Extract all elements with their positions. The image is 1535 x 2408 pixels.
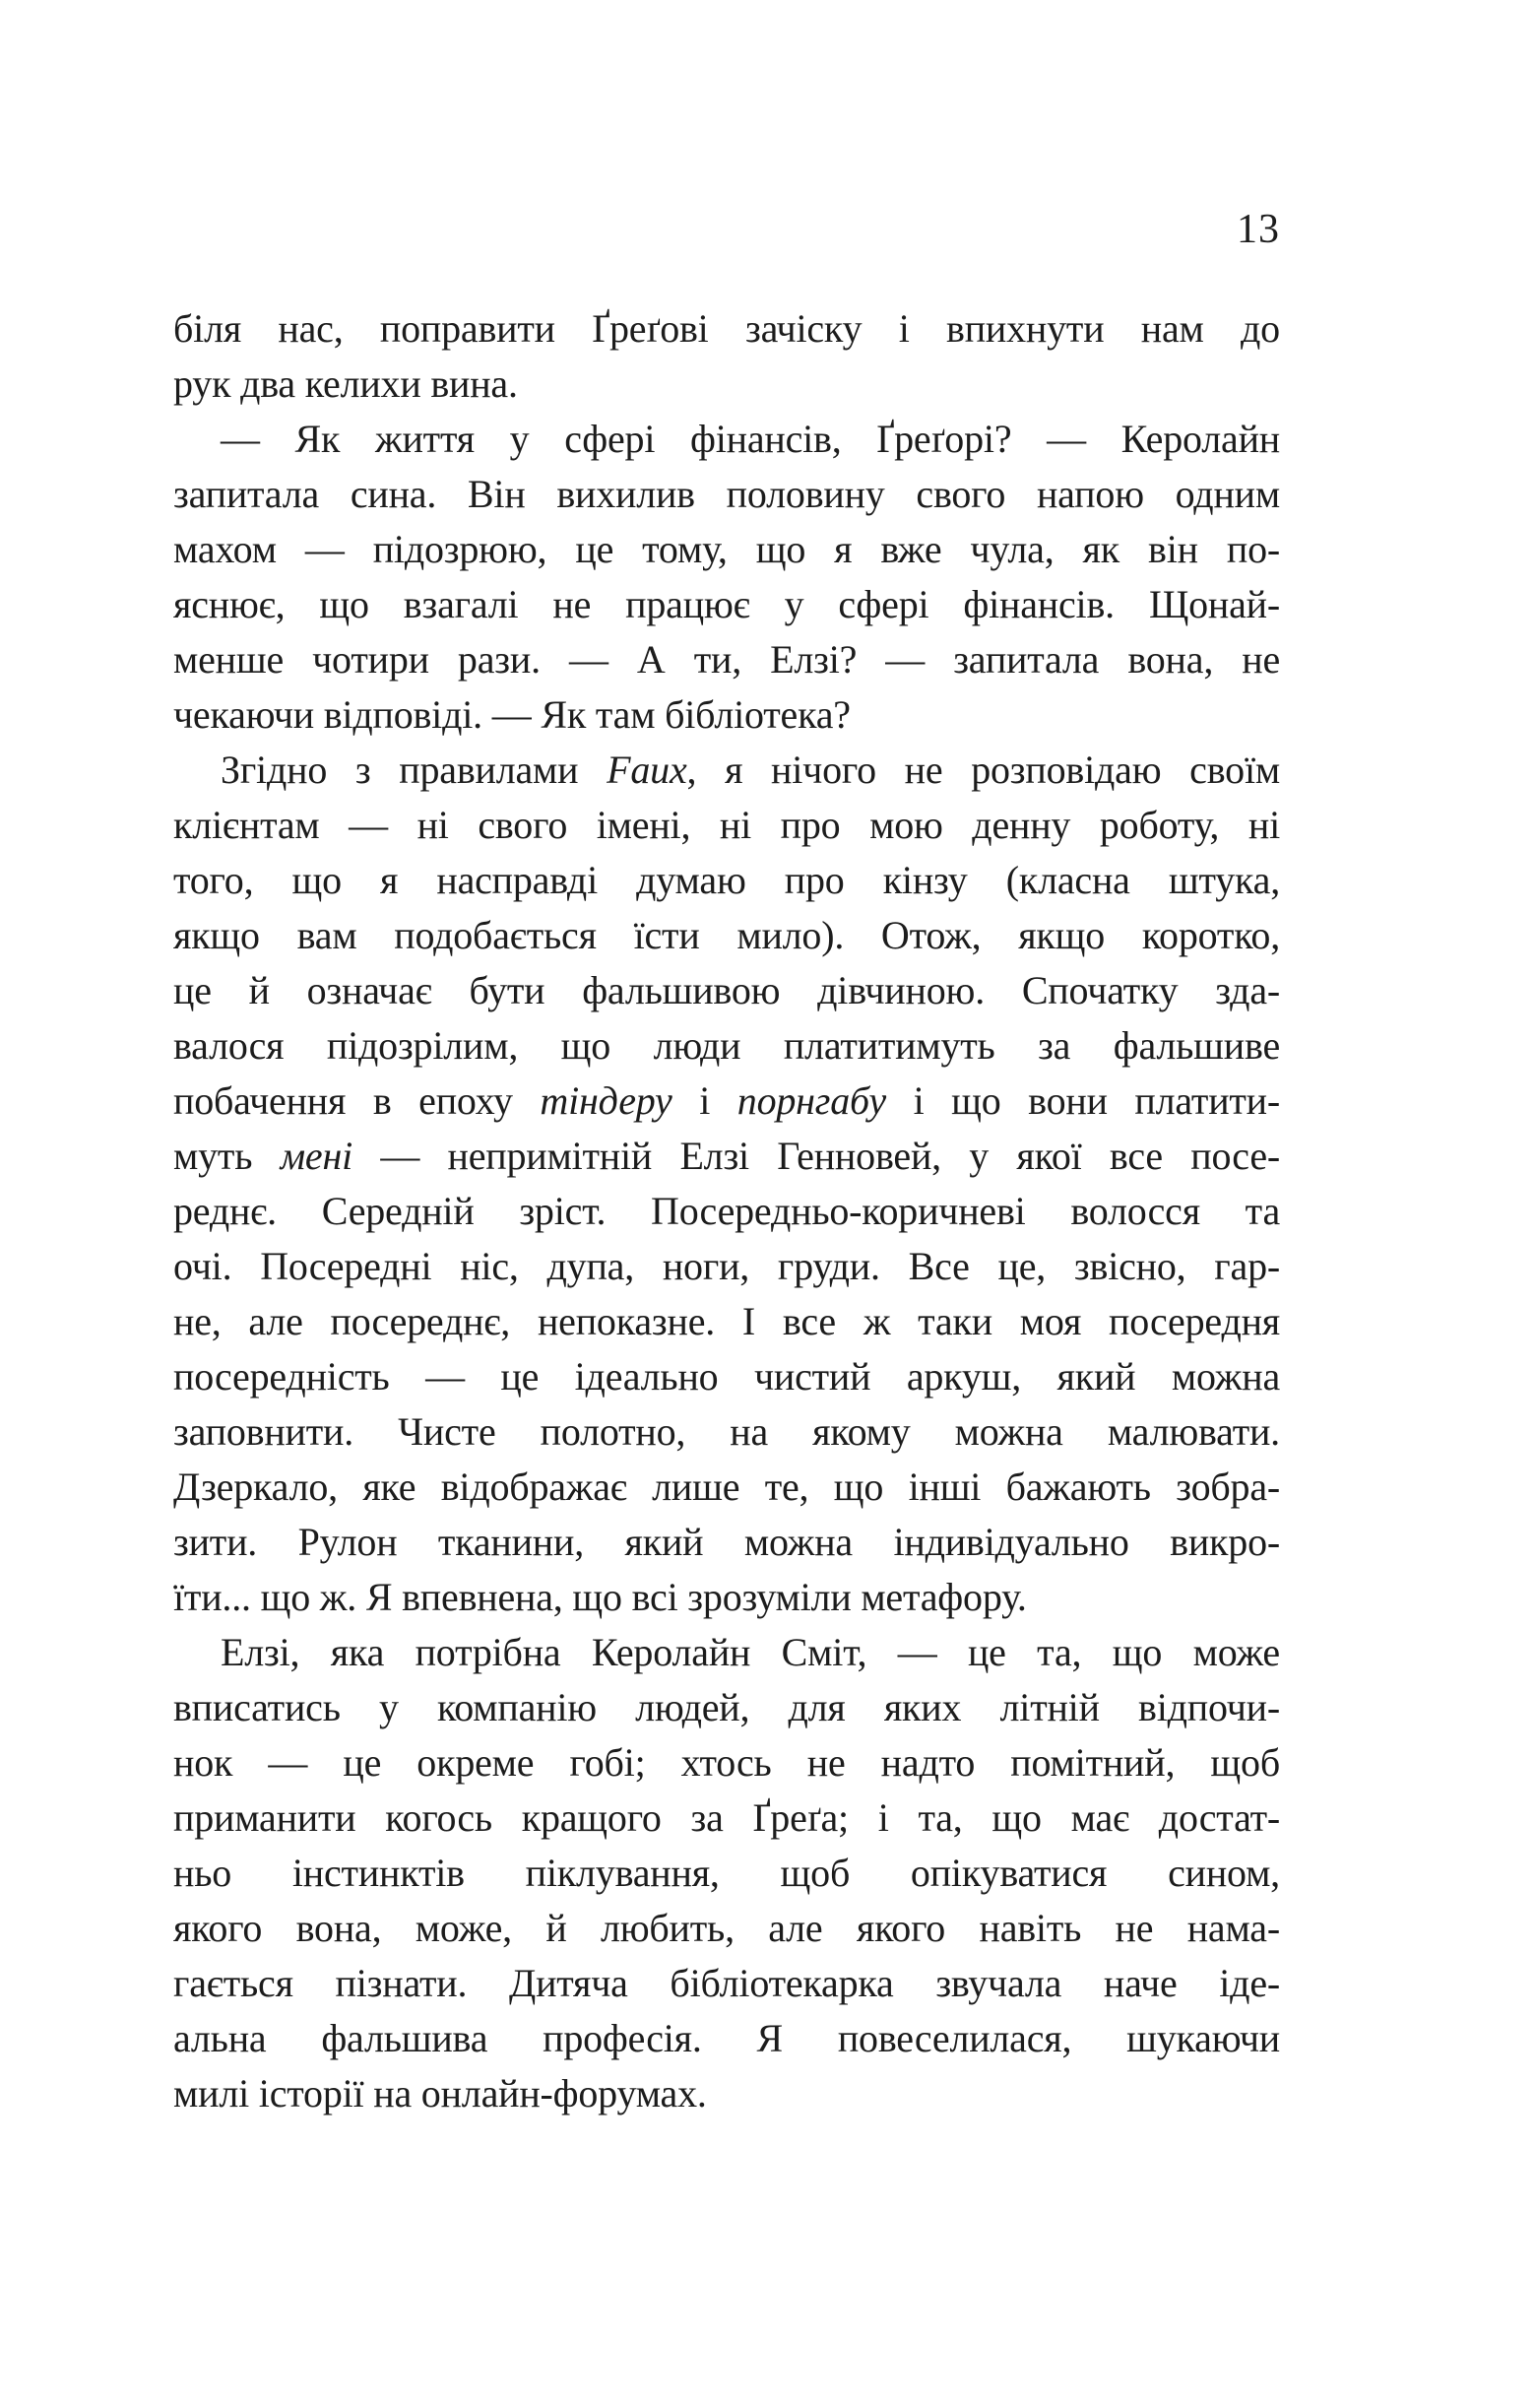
text-run: біля нас, поправити Ґреґові зачіску і впихнути нам до	[173, 306, 1280, 351]
text-run: — непримітній Елзі Генновей, у якої все посе-	[352, 1134, 1280, 1178]
text-run: Елзі, яка потрібна Керолайн Сміт, — це та, що може	[221, 1630, 1280, 1674]
text-run: , я нічого не розповідаю своїм	[686, 748, 1280, 792]
text-line	[173, 1018, 1280, 1074]
text-run: чекаючи відповіді. — Як там бібліотека?	[173, 692, 851, 737]
text-line	[173, 1846, 1280, 1901]
text-line	[173, 798, 1280, 853]
text-run: посередність — це ідеально чистий аркуш, який можна	[173, 1354, 1280, 1399]
text-run: це й означає бути фальшивою дівчиною. Спочатку зда-	[173, 968, 1280, 1012]
text-run: реднє. Середній зріст. Посередньо-коричневі волосся та	[173, 1189, 1280, 1233]
italic-text-run: Faux	[607, 748, 687, 792]
text-line	[173, 1515, 1280, 1570]
text-run: приманити когось кращого за Ґреґа; і та, що має достат-	[173, 1795, 1280, 1840]
text-run: якого вона, може, й любить, але якого навіть не нама-	[173, 1906, 1280, 1950]
text-run: милі історії на онлайн-форумах.	[173, 2071, 707, 2115]
text-run: — Як життя у сфері фінансів, Ґреґорі? — Керолайн	[221, 417, 1280, 461]
text-line	[173, 743, 1280, 798]
text-run: альна фальшива професія. Я повеселилася, шукаючи	[173, 2016, 1280, 2060]
text-run: того, що я насправді думаю про кінзу (класна штука,	[173, 858, 1280, 902]
text-line	[173, 2011, 1280, 2066]
text-line	[173, 632, 1280, 687]
text-line	[173, 301, 1280, 357]
text-line	[173, 853, 1280, 908]
text-run: заповнити. Чисте полотно, на якому можна малювати.	[173, 1409, 1280, 1454]
text-run: муть	[173, 1134, 281, 1178]
text-run: не, але посереднє, непоказне. І все ж таки моя посередня	[173, 1299, 1280, 1343]
body-text	[173, 301, 1280, 2121]
text-run: Згідно з правилами	[221, 748, 608, 792]
text-line	[173, 1074, 1280, 1129]
text-line	[173, 1570, 1280, 1625]
text-line	[173, 908, 1280, 963]
text-line	[173, 1404, 1280, 1460]
italic-text-run: мені	[280, 1134, 353, 1178]
text-run: і	[672, 1078, 737, 1123]
text-run: махом — підозрюю, це тому, що я вже чула, як він по-	[173, 527, 1280, 571]
text-line	[173, 2066, 1280, 2121]
text-run: валося підозрілим, що люди платитимуть за фальшиве	[173, 1023, 1280, 1068]
text-run: клієнтам — ні свого імені, ні про мою денну роботу, ні	[173, 803, 1280, 847]
text-run: запитала сина. Він вихилив половину свого напою одним	[173, 472, 1280, 516]
text-run: ньо інстинктів піклування, щоб опікуватися сином,	[173, 1851, 1280, 1895]
text-run: нок — це окреме гобі; хтось не надто помітний, щоб	[173, 1740, 1280, 1785]
text-line	[173, 1680, 1280, 1735]
text-run: гається пізнати. Дитяча бібліотекарка звучала наче іде-	[173, 1961, 1280, 2005]
text-run: побачення в епоху	[173, 1078, 541, 1123]
text-run: очі. Посередні ніс, дупа, ноги, груди. Все це, звісно, гар-	[173, 1244, 1280, 1288]
text-line	[173, 1735, 1280, 1790]
text-line	[173, 963, 1280, 1018]
text-line	[173, 577, 1280, 632]
text-run: рук два келихи вина.	[173, 361, 518, 406]
text-run: якщо вам подобається їсти мило). Отож, якщо коротко,	[173, 913, 1280, 957]
text-line	[173, 1790, 1280, 1846]
text-line	[173, 1901, 1280, 1956]
text-line	[173, 1625, 1280, 1680]
text-line	[173, 1294, 1280, 1349]
text-line	[173, 412, 1280, 467]
text-line	[173, 467, 1280, 522]
text-run: Дзеркало, яке відображає лише те, що інші бажають зобра-	[173, 1464, 1280, 1509]
text-line	[173, 1956, 1280, 2011]
text-line	[173, 357, 1280, 412]
text-line	[173, 1184, 1280, 1239]
text-line	[173, 1239, 1280, 1294]
page-number: 13	[1237, 207, 1280, 252]
text-line	[173, 687, 1280, 743]
text-run: зити. Рулон тканини, який можна індивідуально викро-	[173, 1520, 1280, 1564]
text-line	[173, 1460, 1280, 1515]
text-line	[173, 1349, 1280, 1404]
text-run: їти... що ж. Я впевнена, що всі зрозуміли метафору.	[173, 1575, 1027, 1619]
text-run: яснює, що взагалі не працює у сфері фінансів. Щонай-	[173, 582, 1280, 626]
italic-text-run: тіндеру	[540, 1078, 672, 1123]
text-run: і що вони платити-	[885, 1078, 1281, 1123]
text-run: менше чотири рази. — А ти, Елзі? — запитала вона, не	[173, 637, 1280, 682]
text-line	[173, 1129, 1280, 1184]
italic-text-run: порнгабу	[736, 1078, 886, 1123]
text-line	[173, 522, 1280, 577]
text-run: вписатись у компанію людей, для яких літній відпочи-	[173, 1685, 1280, 1729]
